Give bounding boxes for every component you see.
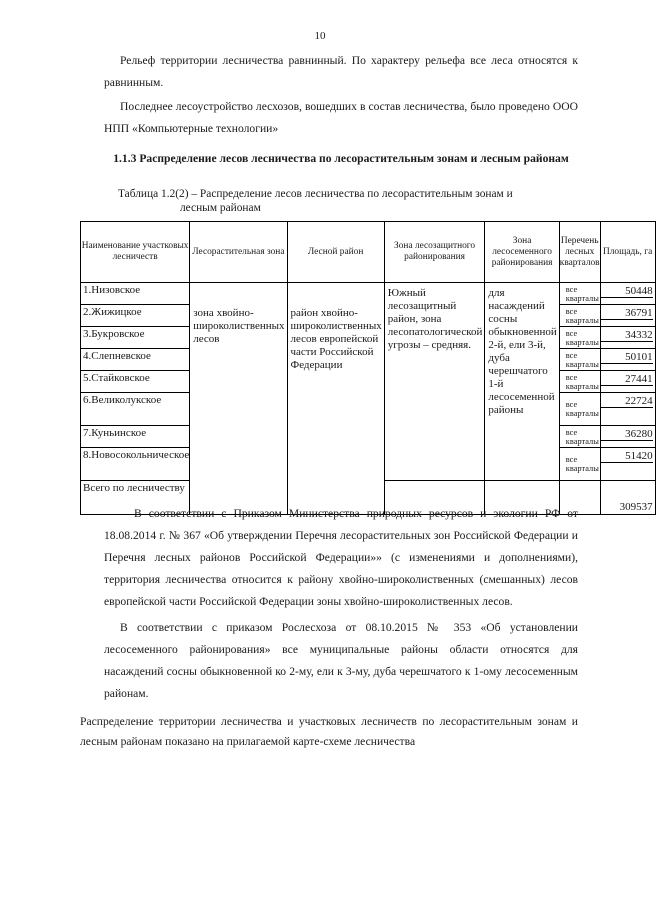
row-name: 4.Слепневское (81, 349, 190, 371)
table-row (81, 283, 656, 305)
row-area (600, 327, 655, 349)
row-area-value: 50448 (601, 285, 653, 298)
row-quarters: все кварталы (559, 371, 600, 393)
table-header-row (81, 222, 656, 283)
row-area (600, 305, 655, 327)
header-area: Площадь, га (600, 222, 655, 283)
row-name: 6.Великолукское (81, 393, 190, 426)
row-name: 8.Новосокольническое (81, 448, 190, 481)
row-quarters: все кварталы (559, 283, 600, 305)
section-heading: 1.1.3 Распределение лесов лесничества по лесорастительным зонам и лесным районам (113, 152, 569, 165)
row-quarters: все кварталы (559, 393, 600, 426)
row-area-value: 36280 (601, 428, 653, 441)
table-caption-line1: Таблица 1.2(2) – Распределение лесов лесничества по лесорастительным зонам и (118, 188, 513, 200)
paragraph-order-367: В соответствии с Приказом Министерства природных ресурсов и экологии РФ от 18.08.2014 г. № 367 «Об утверждении Перечня лесорастительных зон Российской Федерации и Перечня лесных районов Российской Федерации»» (с изменениями и дополнениями), территория лесничества относится к району хвойно-широколиственных (смешанных) лесов европейской части Российской Федерации зоны хвойно-широколиственных лесов. (104, 507, 578, 608)
seed-cell: для насаждений сосны обыкновенной 2-й, ели 3-й, дуба черешчатого 1-й лесосеменной районы (485, 283, 559, 481)
row-name: 7.Куньинское (81, 426, 190, 448)
header-quarters: Перечень лесных кварталов (559, 222, 600, 283)
row-quarters: все кварталы (559, 327, 600, 349)
row-name: 2.Жижицкое (81, 305, 190, 327)
paragraph-distribution-map: Распределение территории лесничества и участковых лесничеств по лесорастительным зонам и лесным районам показано на прилагаемой карте-схеме лесничества (80, 715, 578, 748)
paragraph-relief: Рельеф территории лесничества равнинный. По характеру рельефа все леса относятся к равнинным. (104, 54, 578, 89)
row-quarters: все кварталы (559, 349, 600, 371)
row-area-value: 27441 (601, 373, 653, 386)
row-area (600, 349, 655, 371)
header-name: Наименование участковых лесничеств (81, 222, 190, 283)
row-area (600, 371, 655, 393)
header-seed: Зона лесосеменного районирования (485, 222, 559, 283)
total-area: 309537 (600, 481, 655, 515)
table-caption-line2: лесным районам (180, 202, 261, 214)
row-quarters: все кварталы (559, 305, 600, 327)
row-name: 5.Стайковское (81, 371, 190, 393)
zone-cell: зона хвойно-широколиственных лесов (190, 283, 287, 515)
header-zone: Лесорастительная зона (190, 222, 287, 283)
row-area-value: 50101 (601, 351, 653, 364)
row-area-value: 51420 (601, 450, 653, 463)
row-quarters: все кварталы (559, 448, 600, 481)
header-region: Лесной район (287, 222, 384, 283)
row-area-value: 34332 (601, 329, 653, 342)
row-area (600, 283, 655, 305)
paragraph-forest-inventory: Последнее лесоустройство лесхозов, вошедших в состав лесничества, было проведено ООО НПП «Компьютерные технологии» (104, 100, 578, 135)
paragraph-order-353: В соответствии с приказом Рослесхоза от 08.10.2015 № 353 «Об установлении лесосеменного районирования» все муниципальные районы области относятся для насаждений сосны обыкновенной ко 2-му, ели к 3-му, дуба черешчатого к 1-ому лесосеменным районам. (104, 621, 578, 700)
row-area (600, 448, 655, 481)
row-quarters: все кварталы (559, 426, 600, 448)
region-cell: район хвойно-широколиственных лесов европейской части Российской Федерации (287, 283, 384, 515)
row-area (600, 393, 655, 426)
row-area-value: 22724 (601, 395, 653, 408)
row-area-value: 36791 (601, 307, 653, 320)
row-name: 3.Букровское (81, 327, 190, 349)
protect-cell: Южный лесозащитный район, зона лесопатологической угрозы – средняя. (384, 283, 485, 481)
row-area (600, 426, 655, 448)
total-label: Всего по лесничеству (81, 481, 190, 515)
row-name: 1.Низовское (81, 283, 190, 305)
header-protect: Зона лесозащитного районирования (384, 222, 485, 283)
table-caption (118, 187, 578, 215)
forest-distribution-table (80, 221, 656, 515)
page-number: 10 (314, 30, 326, 42)
